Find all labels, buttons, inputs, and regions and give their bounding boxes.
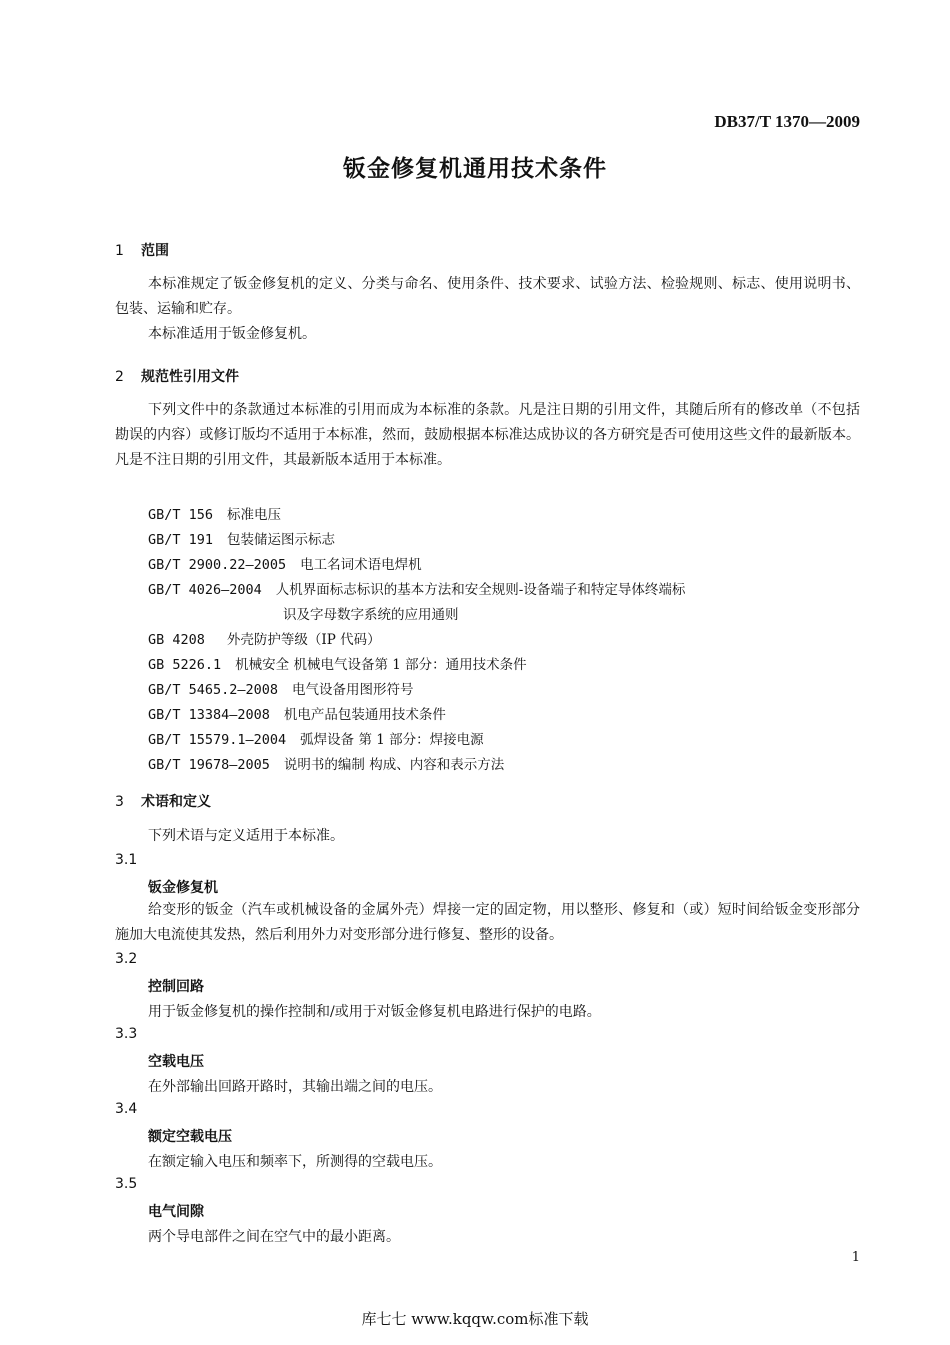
term-name: 钣金修复机: [148, 880, 218, 896]
ref-title: 机电产品包装通用技术条件: [283, 707, 446, 723]
term-name: 控制回路: [148, 979, 204, 995]
ref-code: GB 5226.1: [148, 657, 222, 673]
term-definition: 给变形的钣金（汽车或机械设备的金属外壳）焊接一定的固定物，用以整形、修复和（或）短时间给钣金变形部分施加大电流使其发热，然后利用外力对变形部分进行修复、整形的设备。: [115, 902, 860, 943]
section-number: 1: [115, 243, 124, 259]
reference-item: [148, 628, 381, 648]
section-number: 3: [115, 794, 124, 810]
term-number: 3.3: [115, 1026, 138, 1042]
term-name: 电气间隙: [148, 1204, 204, 1220]
term-number: 3.5: [115, 1176, 138, 1192]
term-definition: 在额定输入电压和频率下，所测得的空载电压。: [148, 1154, 442, 1170]
ref-code: GB/T 5465.2—2008: [148, 682, 279, 698]
paragraph: 本标准规定了钣金修复机的定义、分类与命名、使用条件、技术要求、试验方法、检验规则、标志、使用说明书、包装、运输和贮存。: [115, 276, 860, 317]
section-heading-3: [115, 791, 211, 811]
ref-title: 外壳防护等级（IP 代码）: [226, 632, 381, 648]
term-definition: 用于钣金修复机的操作控制和/或用于对钣金修复机电路进行保护的电路。: [148, 1004, 601, 1020]
term-name: 空载电压: [148, 1054, 204, 1070]
ref-code: GB/T 13384—2008: [148, 707, 270, 723]
standard-code: DB37/T 1370—2009: [714, 112, 860, 131]
ref-title: 包装储运图示标志: [227, 532, 336, 548]
ref-code: GB/T 2900.22—2005: [148, 557, 287, 573]
section-heading-2: [115, 366, 239, 386]
term-name: 额定空载电压: [148, 1129, 232, 1145]
ref-code: GB/T 156: [148, 507, 214, 523]
reference-item: [148, 653, 527, 673]
reference-item: [148, 703, 446, 723]
ref-code: GB/T 4026—2004: [148, 582, 262, 598]
term-definition: 两个导电部件之间在空气中的最小距离。: [148, 1229, 400, 1245]
ref-title: 机械安全 机械电气设备第 1 部分：通用技术条件: [235, 657, 527, 673]
section-title: 范围: [141, 243, 169, 259]
section-title: 规范性引用文件: [141, 369, 239, 385]
ref-title: 识及字母数字系统的应用通则: [283, 607, 459, 623]
reference-item: [148, 728, 484, 748]
ref-code: GB/T 15579.1—2004: [148, 732, 287, 748]
section-heading-1: [115, 240, 169, 260]
document-title: 钣金修复机通用技术条件: [343, 156, 607, 182]
paragraph: 下列术语与定义适用于本标准。: [148, 828, 344, 844]
ref-title: 标准电压: [227, 507, 282, 523]
ref-title: 弧焊设备 第 1 部分：焊接电源: [300, 732, 484, 748]
ref-title: 电工名词术语电焊机: [300, 557, 422, 573]
ref-code: GB 4208: [148, 632, 205, 648]
ref-code: GB/T 191: [148, 532, 214, 548]
reference-item-continuation: [283, 603, 459, 623]
section-title: 术语和定义: [141, 794, 211, 810]
paragraph: 下列文件中的条款通过本标准的引用而成为本标准的条款。凡是注日期的引用文件，其随后所有的修改单（不包括勘误的内容）或修订版均不适用于本标准，然而，鼓励根据本标准达成协议的各方研究是否可使用这些文件的最新版本。凡是不注日期的引用文件，其最新版本适用于本标准。: [115, 402, 860, 468]
section-number: 2: [115, 369, 124, 385]
ref-title: 人机界面标志标识的基本方法和安全规则-设备端子和特定导体终端标: [275, 582, 686, 598]
term-number: 3.2: [115, 951, 138, 967]
reference-item: [148, 678, 414, 698]
term-number: 3.1: [115, 852, 138, 868]
reference-item: [148, 578, 685, 598]
ref-title: 说明书的编制 构成、内容和表示方法: [283, 757, 505, 773]
ref-title: 电气设备用图形符号: [292, 682, 414, 698]
paragraph: 本标准适用于钣金修复机。: [148, 326, 316, 342]
reference-item: [148, 553, 422, 573]
reference-item: [148, 753, 504, 773]
reference-item: [148, 528, 335, 548]
reference-item: [148, 503, 281, 523]
page-number: 1: [851, 1250, 860, 1265]
ref-code: GB/T 19678—2005: [148, 757, 270, 773]
term-definition: 在外部输出回路开路时，其输出端之间的电压。: [148, 1079, 442, 1095]
term-number: 3.4: [115, 1101, 138, 1117]
footer-watermark: 库七七 www.kqqw.com标准下载: [361, 1310, 589, 1328]
